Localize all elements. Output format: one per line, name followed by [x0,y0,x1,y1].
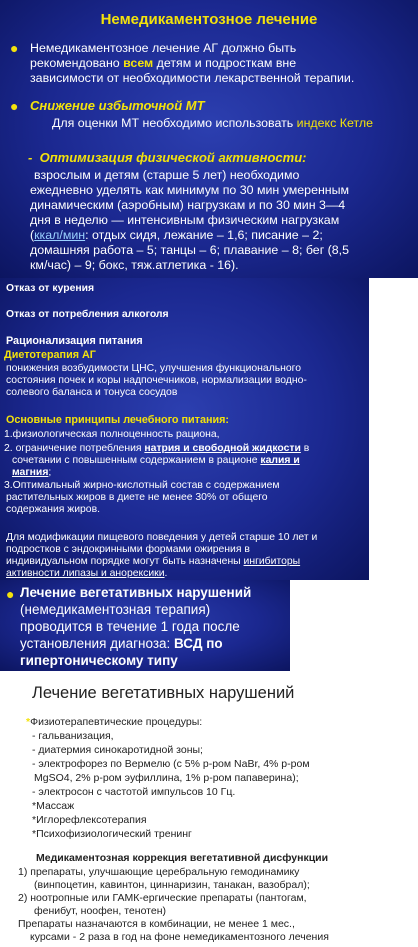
paragraph-line: Для модификации пищевого поведения у детей старше 10 лет и [6,532,318,543]
section-heading: Снижение избыточной МТ [30,98,205,113]
list-item: 1) препараты, улучшающие церебральную гемодинамику [18,866,300,878]
list-item: *Психофизиологический тренинг [32,828,192,840]
paragraph-line: курсами - 2 раза в год на фоне немедикаментозного лечения [30,931,329,943]
section-heading: - Оптимизация физической активности: [28,150,307,165]
list-item: - электрофорез по Вермелю (с 5% р-ром NaBr, 4% р-ром [32,758,310,770]
item-heading: Отказ от потребления алкоголя [6,309,169,320]
diet-heading: Диетотерапия АГ [4,349,96,361]
item-heading: Рационализация питания [6,335,143,347]
list-item: (винпоцетин, кавинтон, циннаризин, танакан, вазобрал); [34,879,310,891]
list-item: - электросон с частотой импульсов 10 Гц. [32,786,236,798]
bullet-icon: ● [10,40,19,56]
paragraph-line: динамическим (аэробным) нагрузкам и по 30 мин 3—4 [30,198,346,212]
principles-heading: Основные принципы лечебного питания: [6,414,230,426]
paragraph-line: Препараты назначаются в комбинации, не менее 1 мес., [18,918,295,930]
slide-vegetative-summary [0,580,290,671]
list-item: 1.физиологическая полноценность рациона, [4,429,220,440]
list-item: *Иглорефлексотерапия [32,814,147,826]
paragraph-line: солевого баланса и тонуса сосудов [6,387,178,398]
list-item: *Массаж [32,800,75,812]
list-item: сочетании с повышенным содержанием в рационе калия и [12,455,300,466]
paragraph-line: Немедикаментозное лечение АГ должно быть [30,41,297,55]
kcal-link[interactable]: ккал/мин [34,228,86,242]
paragraph-line: домашняя работа – 5; танцы – 6; плавание – 8; бег (8,5 [30,243,350,257]
list-item: 3.Оптимальный жирно-кислотный состав с содержанием [4,480,280,491]
paragraph-line: индивидуальном порядке могут быть назначены ингибиторы [6,556,301,567]
paragraph-line: подростков с эндокринными формами ожирения в [6,544,250,555]
list-item: MgSO4, 2% р-ром эуфиллина, 1% р-ром папаверина); [34,772,299,784]
list-item: 2. ограничение потребления натрия и свободной жидкости в [4,443,310,454]
slide-title: Лечение вегетативных нарушений [32,684,295,702]
item-heading: Отказ от курения [6,283,95,294]
paragraph-line: активности липазы и анорексики. [6,568,168,579]
paragraph-line: Для оценки МТ необходимо использовать индекс Кетле [52,116,373,130]
list-item: - диатермия синокаротидной зоны; [32,744,203,756]
paragraph-line: зависимости от необходимости лекарственной терапии. [30,71,355,85]
list-item: 2) ноотропные или ГАМК-ергические препараты (пантогам, [18,892,307,904]
paragraph-line: взрослым и детям (старше 5 лет) необходимо [34,168,300,182]
list-item: - гальванизация, [32,730,114,742]
bullet-icon: ● [6,586,15,602]
list-item: фенибут, ноофен, тенотен) [34,905,167,917]
paragraph-line: (ккал/мин: отдых сидя, лежание – 1,6; писание – 2; [30,228,323,242]
paragraph-line: рекомендовано всем детям и подросткам вне [30,56,297,70]
paragraph-line: понижения возбудимости ЦНС, улучшения функционального [6,363,302,374]
slide-title: Немедикаментозное лечение [100,11,318,28]
list-item: содержания жиров. [6,504,100,515]
list-item: растительных жиров в диете не менее 30% от общего [6,492,268,503]
paragraph-line: км/час) – 9; бокс, тяж.атлетика - 16). [30,258,239,272]
slide-vegetative-treatment [0,671,418,947]
list-item: *Физиотерапевтические процедуры: [26,716,203,728]
slide-lifestyle [0,278,369,580]
bullet-icon: ● [10,98,19,114]
paragraph-line: ежедневно уделять как минимум по 30 мин умеренным [30,183,350,197]
section-heading: Медикаментозная коррекция вегетативной дисфункции [36,852,329,864]
slide-nonpharm-treatment [0,0,418,278]
summary-text: Лечение вегетативных нарушений (немедикаментозная терапия) проводится в течение 1 года после установления диагноза: ВСД по гипертоническому типу [20,585,252,668]
list-item: магния; [12,467,52,478]
paragraph-line: дня в неделю — интенсивным физическим нагрузкам [30,213,340,227]
paragraph-line: состояния почек и коры надпочечников, нормализации водно- [6,375,307,386]
